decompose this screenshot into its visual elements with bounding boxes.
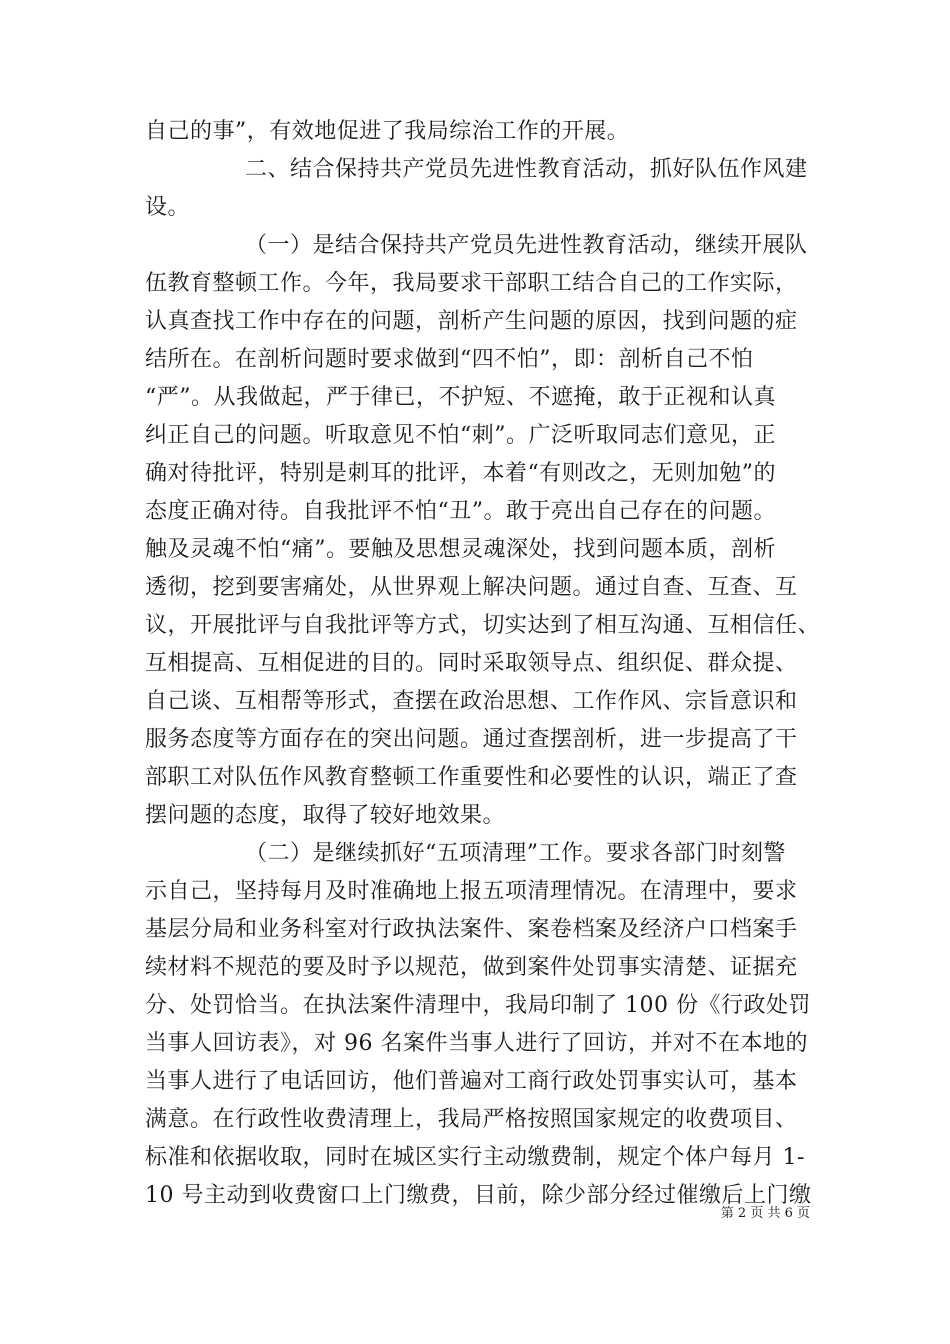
text-line: 透彻，挖到要害痛处，从世界观上解决问题。通过自查、互查、互 (145, 575, 798, 600)
text-line: 部职工对队伍作风教育整顿工作重要性和必要性的认识，端正了查 (145, 765, 798, 790)
text-line: 纠正自己的问题。听取意见不怕“刺”。广泛听取同志们意见，正 (145, 423, 776, 448)
section-heading: 二、结合保持共产党员先进性教育活动，抓好队伍作风建 (245, 157, 808, 182)
text-line: 基层分局和业务科室对行政执法案件、案卷档案及经济户口档案手 (145, 917, 798, 942)
text-line: 服务态度等方面存在的突出问题。通过查摆剖析，进一步提高了干 (145, 727, 798, 752)
section-heading-continuation: 设。 (145, 195, 191, 220)
text-line: 互相提高、互相促进的目的。同时采取领导点、组织促、群众提、 (145, 651, 798, 676)
text-line: 议，开展批评与自我批评等方式，切实达到了相互沟通、互相信任、 (145, 613, 821, 638)
text-line: 自己谈、互相帮等形式，查摆在政治思想、工作作风、宗旨意识和 (145, 689, 798, 714)
text-line: 10 号主动到收费窗口上门缴费，目前，除少部分经过催缴后上门缴 (145, 1183, 812, 1208)
text-line: “严”。从我做起，严于律已，不护短、不遮掩，敢于正视和认真 (145, 385, 776, 410)
text-line: 标准和依据收取，同时在城区实行主动缴费制，规定个体户每月 1- (145, 1145, 805, 1170)
page-number: 第 2 页 共 6 页 (720, 1206, 810, 1221)
text-line: 自己的事”，有效地促进了我局综治工作的开展。 (145, 119, 630, 144)
subsection-heading: （一）是结合保持共产党员先进性教育活动，继续开展队 (245, 233, 808, 258)
text-line: 结所在。在剖析问题时要求做到“四不怕”，即：剖析自己不怕 (145, 347, 754, 372)
text-line: 分、处罚恰当。在执法案件清理中，我局印制了 100 份《行政处罚 (145, 993, 811, 1018)
text-line: 当事人回访表》，对 96 名案件当事人进行了回访，并对不在本地的 (145, 1031, 808, 1056)
subsection-heading: （二）是继续抓好“五项清理”工作。要求各部门时刻警 (245, 841, 786, 866)
text-line: 摆问题的态度，取得了较好地效果。 (145, 803, 506, 828)
text-line: 触及灵魂不怕“痛”。要触及思想灵魂深处，找到问题本质，剖析 (145, 537, 776, 562)
text-line: 态度正确对待。自我批评不怕“丑”。敢于亮出自己存在的问题。 (145, 499, 776, 524)
text-line: 确对待批评，特别是刺耳的批评，本着“有则改之，无则加勉”的 (145, 461, 776, 486)
text-line: 示自己，坚持每月及时准确地上报五项清理情况。在清理中，要求 (145, 879, 798, 904)
text-line: 当事人进行了电话回访，他们普遍对工商行政处罚事实认可，基本 (145, 1069, 798, 1094)
text-line: 满意。在行政性收费清理上，我局严格按照国家规定的收费项目、 (145, 1107, 798, 1132)
text-line: 伍教育整顿工作。今年，我局要求干部职工结合自己的工作实际， (145, 271, 798, 296)
text-line: 续材料不规范的要及时予以规范，做到案件处罚事实清楚、证据充 (145, 955, 798, 980)
text-line: 认真查找工作中存在的问题，剖析产生问题的原因，找到问题的症 (145, 309, 798, 334)
